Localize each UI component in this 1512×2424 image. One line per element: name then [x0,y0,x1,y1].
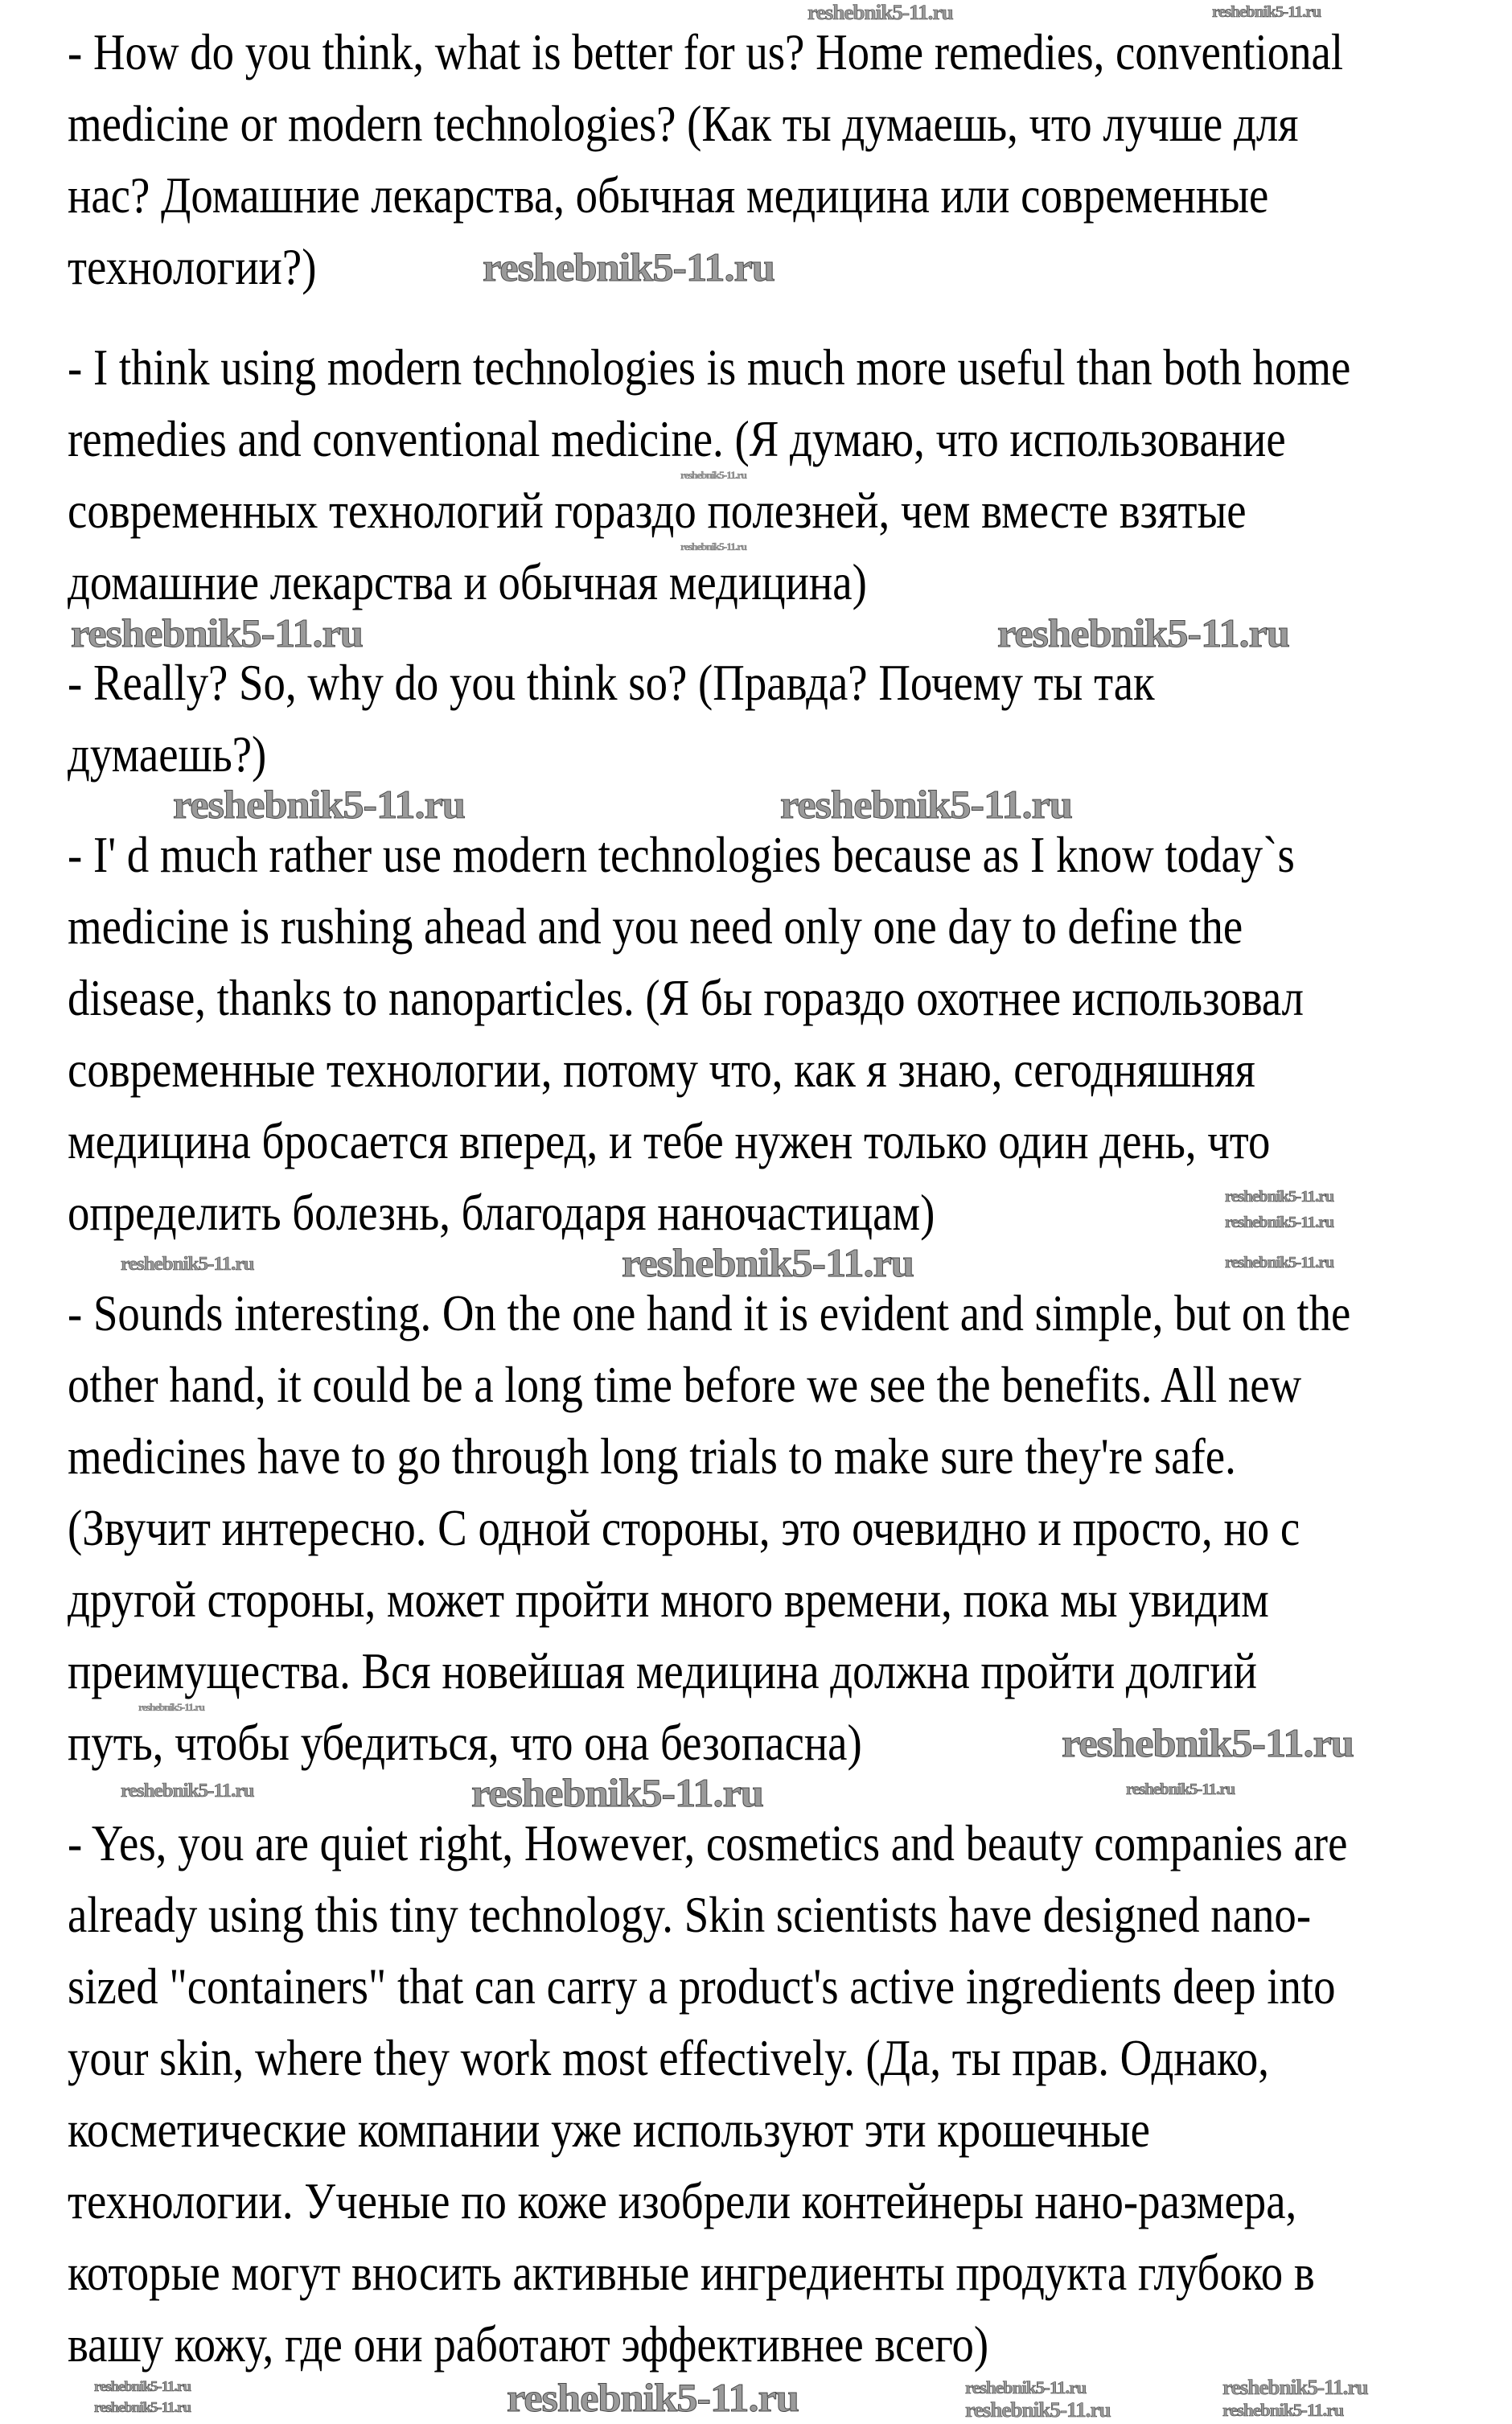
text-line: - Really? So, why do you think so? (Правда? Почему ты так [68,655,1155,711]
text-line: которые могут вносить активные ингредиенты продукта глубоко в [68,2245,1315,2301]
text-line: already using this tiny technology. Skin scientists have designed nano- [68,1887,1312,1943]
text-line: домашние лекарства и обычная медицина) [68,554,867,610]
watermark: reshebnik5-11.ru [71,610,363,655]
watermark: reshebnik5-11.ru [1212,3,1321,21]
watermark: reshebnik5-11.ru [1225,1254,1334,1272]
text-line: medicines have to go through long trials to make sure they're safe. [68,1428,1236,1485]
watermark: reshebnik5-11.ru [622,1240,914,1285]
watermark: reshebnik5-11.ru [997,610,1289,655]
dialogue-answer-3 [68,1815,1512,2420]
text-line: технологии. Ученые по коже изобрели контейнеры нано-размера, [68,2173,1297,2229]
watermark: reshebnik5-11.ru [1126,1781,1235,1798]
text-line: другой стороны, может пройти много времени, пока мы увидим [68,1571,1269,1628]
watermark: reshebnik5-11.ru [94,2399,191,2415]
text-line: disease, thanks to nanoparticles. (Я бы гораздо охотнее использовал [68,970,1305,1026]
text-line: вашу кожу, где они работают эффективнее всего) [68,2316,989,2373]
text-line: преимущества. Вся новейшая медицина должна пройти долгий [68,1643,1257,1699]
watermark: reshebnik5-11.ru [483,244,774,290]
text-line: современных технологий гораздо полезней, чем вместе взятые [68,483,1247,539]
text-line: medicine is rushing ahead and you need only one day to define the [68,898,1243,955]
text-line: косметические компании уже используют эти крошечные [68,2101,1150,2158]
text-line: - Yes, you are quiet right, However, cosmetics and beauty companies are [68,1815,1348,1871]
dialogue-answer-1 [68,339,1512,655]
text-line: sized "containers" that can carry a product's active ingredients deep into [68,1958,1336,2015]
text-line: современные технологии, потому что, как я знаю, сегодняшняя [68,1041,1255,1098]
watermark: reshebnik5-11.ru [121,1254,254,1275]
watermark: reshebnik5-11.ru [173,782,465,827]
text-line: remedies and conventional medicine. (Я думаю, что использование [68,411,1286,467]
watermark: reshebnik5-11.ru [1062,1720,1354,1765]
watermark: reshebnik5-11.ru [680,540,746,553]
watermark: reshebnik5-11.ru [807,1,953,24]
dialogue-question-1 [68,24,1512,339]
text-line: your skin, where they work most effectively. (Да, ты прав. Однако, [68,2030,1269,2086]
text-line: - How do you think, what is better for us? Home remedies, conventional [68,24,1344,80]
watermark: reshebnik5-11.ru [965,2377,1087,2397]
text-line: технологии?) [68,239,317,295]
text-line: - I' d much rather use modern technologies because as I know today`s [68,827,1295,883]
text-line: - I think using modern technologies is much more useful than both home [68,339,1351,396]
watermark: reshebnik5-11.ru [1225,1188,1334,1206]
text-line: путь, чтобы убедиться, что она безопасна) [68,1715,862,1771]
text-line: other hand, it could be a long time before we see the benefits. All new [68,1357,1302,1413]
watermark: reshebnik5-11.ru [1222,2376,1368,2399]
text-line: medicine or modern technologies? (Как ты думаешь, что лучше для [68,96,1299,152]
watermark: reshebnik5-11.ru [138,1701,204,1713]
text-line: - Sounds interesting. On the one hand it is evident and simple, but on the [68,1285,1351,1341]
watermark: reshebnik5-11.ru [471,1770,763,1815]
watermark: reshebnik5-11.ru [94,2378,191,2394]
text-line: думаешь?) [68,726,267,783]
text-line: определить болезнь, благодаря наночастицам) [68,1185,935,1241]
watermark: reshebnik5-11.ru [507,2375,799,2420]
watermark: reshebnik5-11.ru [1225,1214,1334,1231]
watermark: reshebnik5-11.ru [1222,2400,1344,2420]
watermark: reshebnik5-11.ru [780,782,1072,827]
text-line: нас? Домашние лекарства, обычная медицина или современные [68,167,1269,224]
text-line: (Звучит интересно. С одной стороны, это очевидно и просто, но с [68,1500,1300,1556]
watermark: reshebnik5-11.ru [121,1781,254,1802]
text-line: медицина бросается вперед, и тебе нужен только один день, что [68,1113,1271,1169]
watermark: reshebnik5-11.ru [965,2398,1111,2422]
watermark: reshebnik5-11.ru [680,469,746,481]
